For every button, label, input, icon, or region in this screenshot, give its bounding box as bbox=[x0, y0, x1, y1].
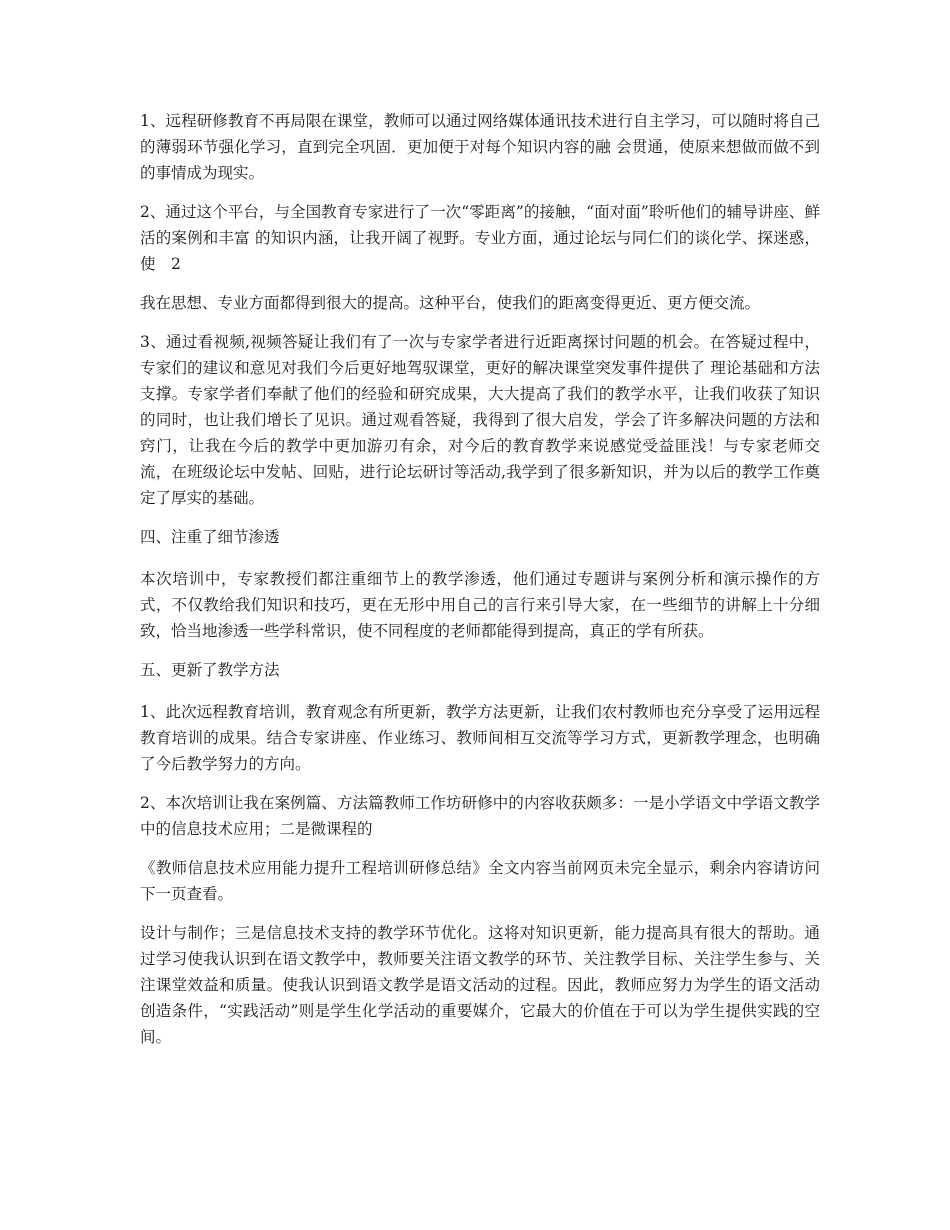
paragraph-improvement: 我在思想、专业方面都得到很大的提高。这种平台，使我们的距离变得更近、更方便交流。 bbox=[140, 294, 761, 312]
paragraph-remote-training: 1、远程研修教育不再局限在课堂，教师可以通过网络媒体通讯技术进行自主学习，可以随时将自己的薄弱环节强化学习，直到完全巩固．更加便于对每个知识内容的融 会贯通，使原来想做而做不到的事情成为现实。 bbox=[140, 112, 820, 182]
section-heading-methods: 五、更新了教学方法 bbox=[140, 661, 280, 679]
section-heading-details: 四、注重了细节渗透 bbox=[140, 528, 280, 546]
paragraph-platform-experts: 2、通过这个平台，与全国教育专家进行了一次“零距离”的接触，“面对面”聆听他们的辅导讲座、鲜活的案例和丰富 的知识内涵，让我开阔了视野。专业方面，通过论坛与同仁们的谈化学、探迷惑，使 2 bbox=[140, 203, 820, 273]
paragraph-detail-training: 本次培训中，专家教授们都注重细节上的教学渗透，他们通过专题讲与案例分析和演示操作的方式，不仅教给我们知识和技巧，更在无形中用自己的言行来引导大家，在一些细节的讲解上十分细致，恰当地渗透一些学科常识，使不同程度的老师都能得到提高，真正的学有所获。 bbox=[140, 570, 820, 640]
paragraph-video-qa: 3、通过看视频,视频答疑让我们有了一次与专家学者进行近距离探讨问题的机会。在答疑过程中，专家们的建议和意见对我们今后更好地驾驭课堂，更好的解决课堂突发事件提供了 理论基础和方法支撑。专家学者们奉献了他们的经验和研究成果，大大提高了我们的教学水平，让我们收获了知识的同时，也让我们增长了见识。通过观看答疑，我得到了很大启发，学会了许多解决问题的方法和窍门，让我在今后的教学中更加游刃有余，对今后的教育教学来说感觉受益匪浅！与专家老师交流，在班级论坛中发帖、回贴，进行论坛研讨等活动,我学到了很多新知识，并为以后的教学工作奠定了厚实的基础。 bbox=[140, 333, 820, 507]
document-body bbox=[140, 108, 820, 1063]
paragraph-continuation-notice: 《教师信息技术应用能力提升工程培训研修总结》全文内容当前网页未完全显示，剩余内容请访问下一页查看。 bbox=[140, 859, 820, 903]
paragraph-methods-1: 1、此次远程教育培训，教育观念有所更新，教学方法更新，让我们农村教师也充分享受了运用远程教育培训的成果。结合专家讲座、作业练习、教师间相互交流等学习方式，更新教学理念，也明确了今后教学努力的方向。 bbox=[140, 703, 820, 773]
paragraph-design-production: 设计与制作；三是信息技术支持的教学环节优化。这将对知识更新，能力提高具有很大的帮助。通过学习使我认识到在语文教学中，教师要关注语文教学的环节、关注教学目标、关注学生参与、关注课堂效益和质量。使我认识到语文教学是语文活动的过程。因此，教师应努力为学生的语文活动创造条件，“实践活动”则是学生化学活动的重要媒介，它最大的价值在于可以为学生提供实践的空间。 bbox=[140, 924, 820, 1046]
paragraph-methods-2: 2、本次培训让我在案例篇、方法篇教师工作坊研修中的内容收获颇多：一是小学语文中学语文教学中的信息技术应用；二是微课程的 bbox=[140, 794, 820, 838]
